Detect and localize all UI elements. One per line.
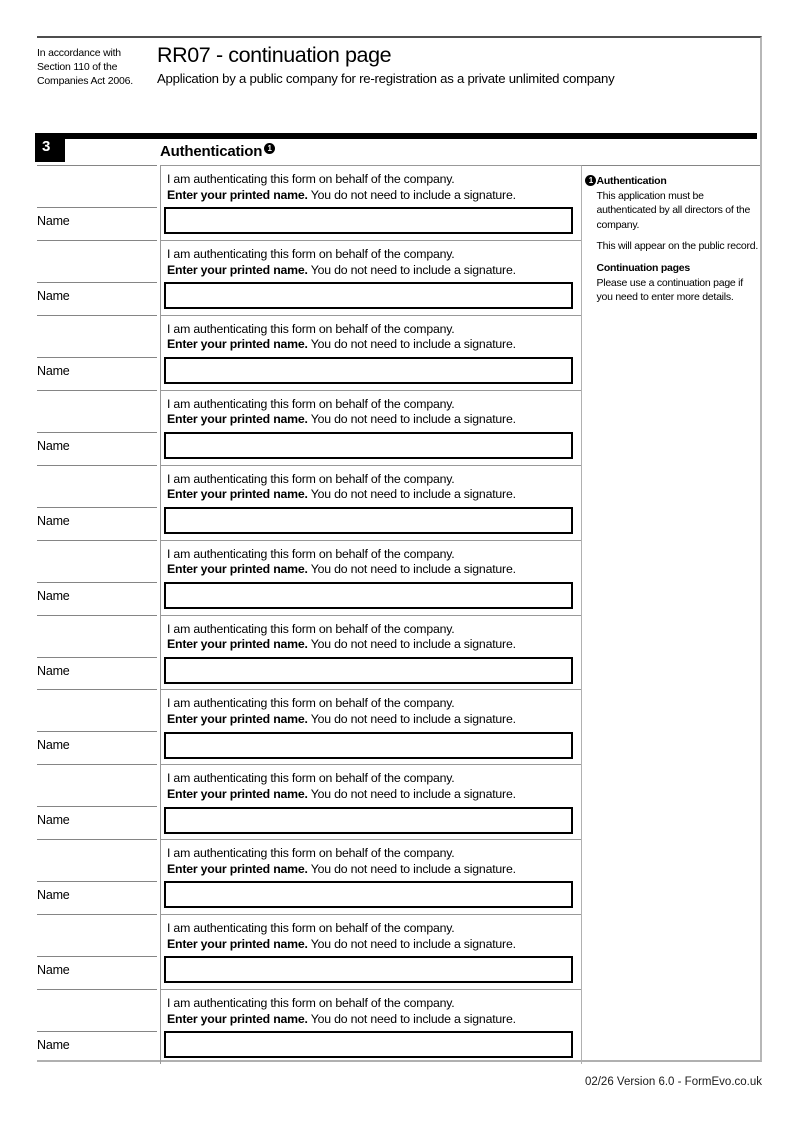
name-label: Name	[37, 888, 70, 903]
name-label-line	[37, 956, 157, 977]
entry-instruction-line1: I am authenticating this form on behalf of the company.	[167, 321, 455, 336]
entry-instruction-line2	[167, 1012, 577, 1028]
form-grid	[37, 165, 760, 1064]
entry-instruction-rest: You do not need to include a signature.	[310, 337, 516, 352]
section-heading	[160, 143, 275, 160]
name-label-cell	[37, 315, 157, 390]
entry-instruction-rest: You do not need to include a signature.	[310, 861, 516, 876]
entry-content-cell	[160, 240, 581, 315]
auth-entry-row	[37, 240, 581, 315]
name-label: Name	[37, 813, 70, 828]
name-label-cell	[37, 240, 157, 315]
guidance-paragraph: Please use a continuation page if you need to enter more details.	[596, 276, 743, 304]
entry-content-cell	[160, 764, 581, 839]
name-label: Name	[37, 963, 70, 978]
form-sheet	[37, 36, 762, 1062]
entry-instructions	[161, 391, 581, 428]
entry-instruction-rest: You do not need to include a signature.	[310, 637, 516, 652]
name-label: Name	[37, 738, 70, 753]
entry-instruction-line1: I am authenticating this form on behalf of the company.	[167, 246, 455, 261]
entry-instruction-rest: You do not need to include a signature.	[310, 562, 516, 577]
entry-instructions	[161, 466, 581, 503]
entry-instruction-line2	[167, 787, 577, 803]
entry-instruction-line2	[167, 263, 577, 279]
entry-instruction-line2	[167, 188, 577, 204]
name-label-cell	[37, 914, 157, 989]
auth-entry-row	[37, 689, 581, 764]
entry-instruction-line2	[167, 412, 577, 428]
entry-instruction-line1: I am authenticating this form on behalf of the company.	[167, 696, 455, 711]
name-label: Name	[37, 1038, 70, 1053]
auth-entry-row	[37, 165, 581, 240]
auth-entry-row	[37, 615, 581, 690]
entry-instruction-line1: I am authenticating this form on behalf of the company.	[167, 172, 455, 186]
name-label: Name	[37, 214, 70, 228]
guidance-paragraph: This will appear on the public record.	[596, 240, 758, 253]
footnote-marker-icon: 1	[264, 143, 275, 154]
name-label-cell	[37, 540, 157, 615]
entry-instructions	[161, 541, 581, 578]
entry-instruction-line2	[167, 562, 577, 578]
entry-instructions	[161, 915, 581, 952]
form-title: RR07 - continuation page	[157, 43, 392, 67]
entry-instruction-line1: I am authenticating this form on behalf of the company.	[167, 921, 455, 936]
auth-entry-row	[37, 989, 581, 1064]
form-header	[37, 38, 760, 133]
section-header	[37, 139, 760, 165]
entry-content-cell	[160, 615, 581, 690]
entry-instruction-line1: I am authenticating this form on behalf of the company.	[167, 471, 455, 486]
entry-content-cell	[160, 165, 581, 240]
version-footer: 02/26 Version 6.0 - FormEvo.co.uk	[584, 1076, 762, 1088]
entry-instruction-line2	[167, 862, 577, 878]
name-label: Name	[37, 513, 70, 528]
name-label-line	[37, 357, 157, 378]
name-label: Name	[37, 663, 70, 678]
name-label-cell	[37, 764, 157, 839]
auth-entry-row	[37, 839, 581, 914]
entry-instruction-rest: You do not need to include a signature.	[310, 412, 516, 427]
entry-instructions	[161, 616, 581, 653]
entry-instruction-rest: You do not need to include a signature.	[310, 1011, 516, 1026]
entry-instruction-rest: You do not need to include a signature.	[310, 187, 516, 202]
name-label-line	[37, 207, 157, 228]
legal-reference	[37, 46, 133, 88]
name-input[interactable]	[164, 657, 573, 684]
entry-instruction-bold: Enter your printed name.	[167, 262, 308, 277]
entry-instruction-line1: I am authenticating this form on behalf of the company.	[167, 621, 455, 636]
entry-content-cell	[160, 689, 581, 764]
entry-instruction-line1: I am authenticating this form on behalf of the company.	[167, 546, 455, 561]
entry-instruction-bold: Enter your printed name.	[167, 637, 308, 652]
entry-instructions	[161, 690, 581, 727]
form-subtitle: Application by a public company for re-registration as a private unlimited company	[157, 71, 615, 86]
name-label-line	[37, 582, 157, 603]
name-label: Name	[37, 588, 70, 603]
legal-reference-line: Section 110 of the	[37, 61, 118, 73]
entry-instruction-bold: Enter your printed name.	[167, 187, 308, 202]
auth-entry-row	[37, 764, 581, 839]
entry-content-cell	[160, 390, 581, 465]
entry-instruction-line2	[167, 637, 577, 653]
legal-reference-line: In accordance with	[37, 47, 121, 59]
name-label-line	[37, 282, 157, 303]
auth-entry-row	[37, 315, 581, 390]
name-input[interactable]	[164, 207, 573, 234]
guidance-sidebar	[581, 165, 760, 1064]
entry-instruction-bold: Enter your printed name.	[167, 712, 308, 727]
entry-instruction-rest: You do not need to include a signature.	[310, 487, 516, 502]
entry-instruction-line1: I am authenticating this form on behalf of the company.	[167, 996, 455, 1011]
name-input[interactable]	[164, 282, 573, 309]
entry-instructions	[161, 241, 581, 278]
entry-instruction-line2	[167, 937, 577, 953]
guidance-subheading: Continuation pages	[596, 261, 690, 274]
entry-instructions	[161, 990, 581, 1027]
name-label-line	[37, 657, 157, 678]
name-input[interactable]	[164, 507, 573, 534]
name-input[interactable]	[164, 432, 573, 459]
legal-reference-line: Companies Act 2006.	[37, 75, 134, 87]
entry-content-cell	[160, 315, 581, 390]
auth-entries	[37, 165, 581, 1064]
auth-entry-row	[37, 914, 581, 989]
name-label: Name	[37, 438, 70, 453]
name-label-cell	[37, 839, 157, 914]
entry-instruction-line1: I am authenticating this form on behalf of the company.	[167, 771, 455, 786]
entry-instruction-bold: Enter your printed name.	[167, 412, 308, 427]
section-number: 3	[35, 133, 65, 162]
name-label-line	[37, 806, 157, 827]
entry-instruction-rest: You do not need to include a signature.	[310, 786, 516, 801]
name-label-line	[37, 1031, 157, 1052]
entry-instruction-rest: You do not need to include a signature.	[310, 712, 516, 727]
entry-instruction-line1: I am authenticating this form on behalf of the company.	[167, 396, 455, 411]
entry-content-cell	[160, 914, 581, 989]
auth-entry-row	[37, 540, 581, 615]
entry-instruction-bold: Enter your printed name.	[167, 936, 308, 951]
entry-instruction-bold: Enter your printed name.	[167, 487, 308, 502]
name-input[interactable]	[164, 881, 573, 908]
entry-instruction-bold: Enter your printed name.	[167, 562, 308, 577]
entry-instruction-bold: Enter your printed name.	[167, 337, 308, 352]
entry-content-cell	[160, 465, 581, 540]
entry-content-cell	[160, 839, 581, 914]
entry-instruction-line2	[167, 487, 577, 503]
guidance-paragraph: This application must be authenticated by all directors of the company.	[596, 189, 751, 231]
name-label-cell	[37, 390, 157, 465]
name-input[interactable]	[164, 807, 573, 834]
entry-instructions	[161, 166, 581, 203]
name-input[interactable]	[164, 582, 573, 609]
name-label-line	[37, 881, 157, 902]
name-label-line	[37, 507, 157, 528]
name-input[interactable]	[164, 1031, 573, 1058]
name-input[interactable]	[164, 956, 573, 983]
section-heading-label: Authentication	[160, 143, 263, 160]
entry-instruction-line2	[167, 712, 577, 728]
name-label-cell	[37, 989, 157, 1064]
entry-instruction-bold: Enter your printed name.	[167, 1011, 308, 1026]
name-label-line	[37, 731, 157, 752]
name-label-cell	[37, 689, 157, 764]
entry-instruction-rest: You do not need to include a signature.	[310, 936, 516, 951]
entry-instruction-rest: You do not need to include a signature.	[310, 262, 516, 277]
name-label: Name	[37, 288, 70, 303]
entry-instruction-line2	[167, 337, 577, 353]
entry-content-cell	[160, 989, 581, 1064]
name-label-line	[37, 432, 157, 453]
auth-entry-row	[37, 465, 581, 540]
entry-instructions	[161, 316, 581, 353]
entry-instruction-bold: Enter your printed name.	[167, 786, 308, 801]
name-label: Name	[37, 363, 70, 378]
name-label-cell	[37, 465, 157, 540]
entry-instructions	[161, 765, 581, 802]
entry-content-cell	[160, 540, 581, 615]
entry-instruction-line1: I am authenticating this form on behalf of the company.	[167, 846, 455, 861]
entry-instruction-bold: Enter your printed name.	[167, 861, 308, 876]
entry-instructions	[161, 840, 581, 877]
name-label-cell	[37, 165, 157, 240]
name-input[interactable]	[164, 357, 573, 384]
guidance-heading: Authentication	[596, 175, 667, 187]
name-input[interactable]	[164, 732, 573, 759]
auth-entry-row	[37, 390, 581, 465]
guidance-content	[585, 174, 758, 305]
name-label-cell	[37, 615, 157, 690]
footnote-marker-icon: 1	[585, 175, 596, 186]
